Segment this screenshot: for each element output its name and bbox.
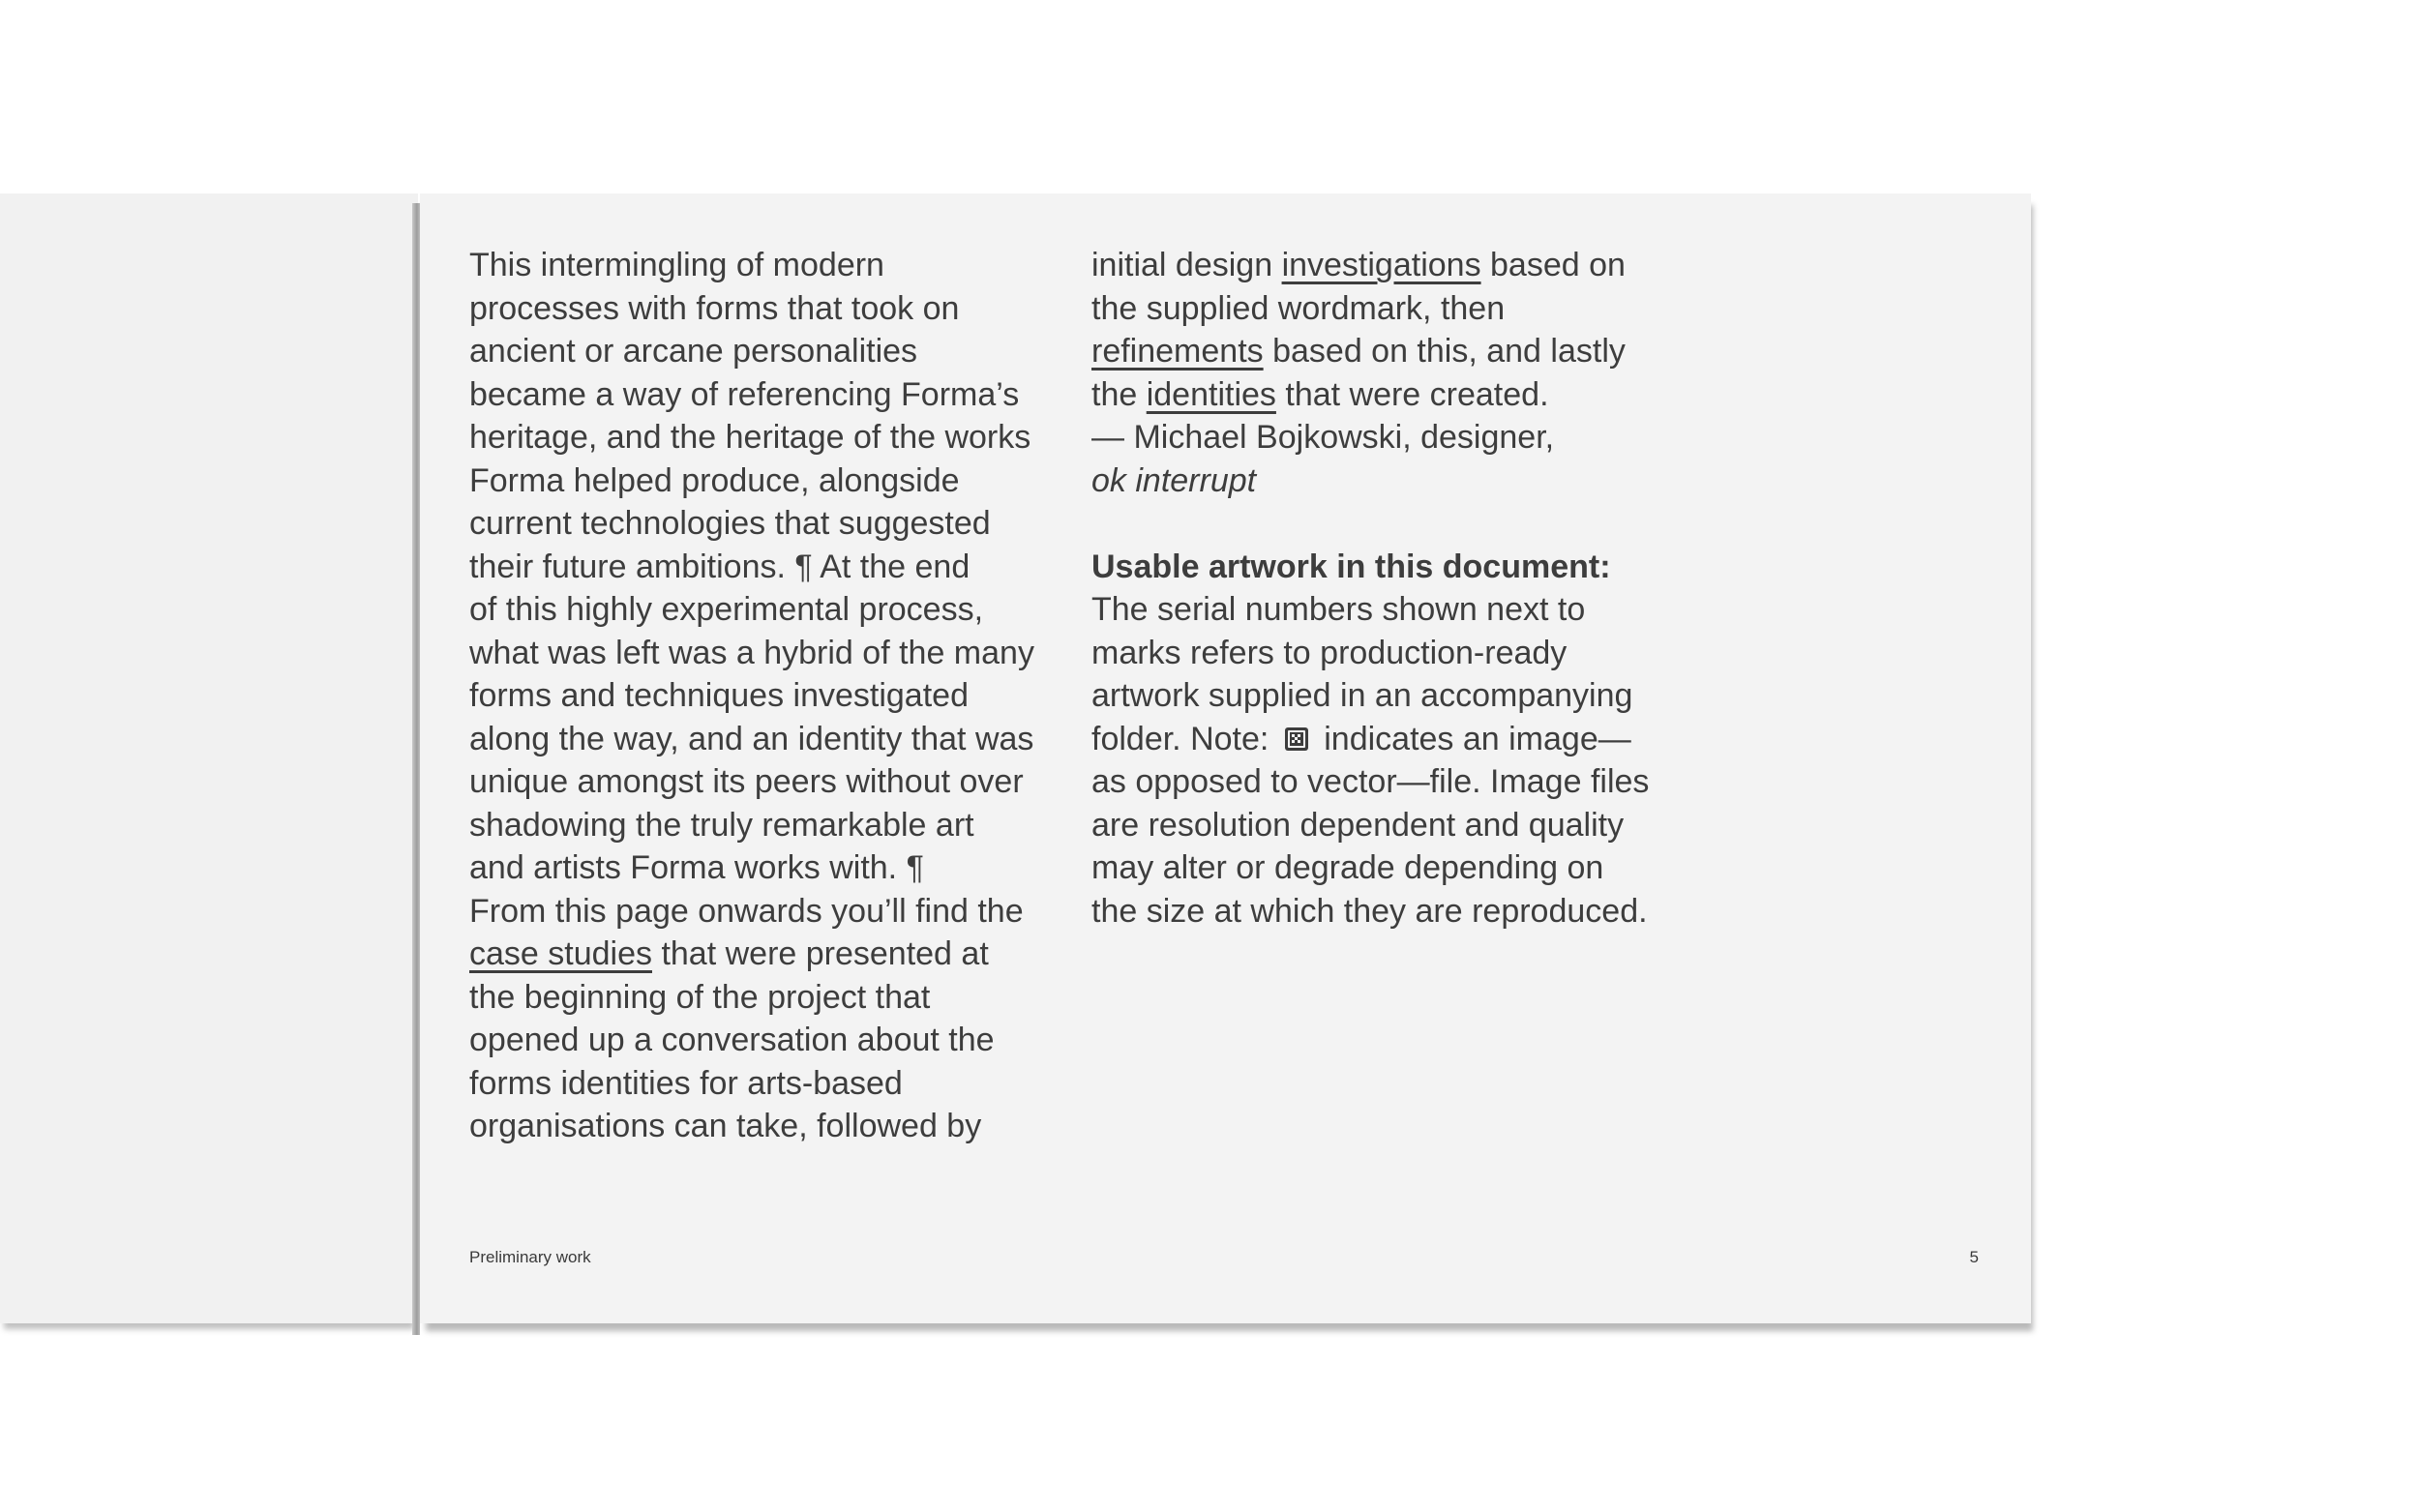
footer-section-label: Preliminary work (469, 1248, 591, 1266)
book-spine (412, 203, 420, 1335)
refinements-link[interactable]: refinements (1091, 333, 1264, 370)
identities-link[interactable]: identities (1146, 375, 1276, 413)
text-line: forms identities for arts-based (469, 1064, 903, 1102)
text-line: and artists Forma works with. ¶ (469, 849, 924, 886)
text-line (1091, 718, 1649, 761)
text-fragment: based on this, and lastly (1263, 333, 1626, 370)
section-heading: Usable artwork in this document: (1091, 548, 1611, 585)
right-page (420, 193, 2031, 1323)
text-line: the supplied wordmark, then (1091, 289, 1506, 327)
text-line: heritage, and the heritage of the works (469, 419, 1031, 456)
investigations-link[interactable]: investigations (1281, 247, 1481, 283)
text-fragment: folder. Note: (1091, 720, 1278, 757)
case-studies-link[interactable]: case studies (469, 935, 652, 972)
text-line: opened up a conversation about the (469, 1022, 995, 1058)
text-line (1091, 330, 1649, 373)
text-line: of this highly experimental process, (469, 591, 984, 628)
text-line (469, 933, 1034, 976)
text-line: From this page onwards you’ll find the (469, 892, 1024, 930)
text-line: unique amongst its peers without over (469, 763, 1024, 800)
left-page (0, 193, 418, 1323)
text-line: ancient or arcane personalities (469, 333, 918, 370)
text-fragment: the (1091, 375, 1147, 413)
text-line: processes with forms that took on (469, 289, 960, 327)
text-line: what was left was a hybrid of the many (469, 634, 1034, 671)
text-line: organisations can take, followed by (469, 1108, 982, 1144)
text-line: are resolution dependent and quality (1091, 806, 1625, 844)
page-number: 5 (1969, 1248, 1979, 1266)
left-text-column (469, 244, 1034, 1148)
text-line: The serial numbers shown next to (1091, 591, 1586, 628)
text-line: became a way of referencing Forma’s (469, 375, 1020, 413)
text-fragment: that were created. (1275, 375, 1549, 413)
text-line: may alter or degrade depending on (1091, 849, 1604, 886)
text-line: the beginning of the project that (469, 978, 931, 1016)
text-line: the size at which they are reproduced. (1091, 892, 1648, 930)
text-line: their future ambitions. ¶ At the end (469, 548, 971, 585)
text-line: This intermingling of modern (469, 247, 884, 283)
attribution-company: ok interrupt (1091, 461, 1257, 499)
attribution: — Michael Bojkowski, designer, (1091, 419, 1555, 456)
text-line (1091, 373, 1649, 417)
image-file-icon (1284, 726, 1309, 752)
text-line: as opposed to vector—file. Image files (1091, 763, 1650, 800)
text-fragment: indicates an image— (1314, 720, 1631, 757)
text-line: forms and techniques investigated (469, 677, 969, 714)
text-line: current technologies that suggested (469, 505, 991, 542)
text-line: artwork supplied in an accompanying (1091, 677, 1633, 714)
text-fragment: based on (1480, 247, 1626, 283)
text-line: along the way, and an identity that was (469, 720, 1034, 757)
text-fragment: initial design (1091, 247, 1282, 283)
text-line: Forma helped produce, alongside (469, 461, 960, 499)
text-line: shadowing the truly remarkable art (469, 806, 974, 844)
book-spread (0, 193, 2032, 1323)
text-line: marks refers to production-ready (1091, 634, 1568, 671)
text-fragment: that were presented at (652, 935, 989, 972)
text-line (1091, 244, 1649, 287)
right-text-column (1091, 244, 1649, 933)
paragraph-gap (1091, 502, 1649, 546)
